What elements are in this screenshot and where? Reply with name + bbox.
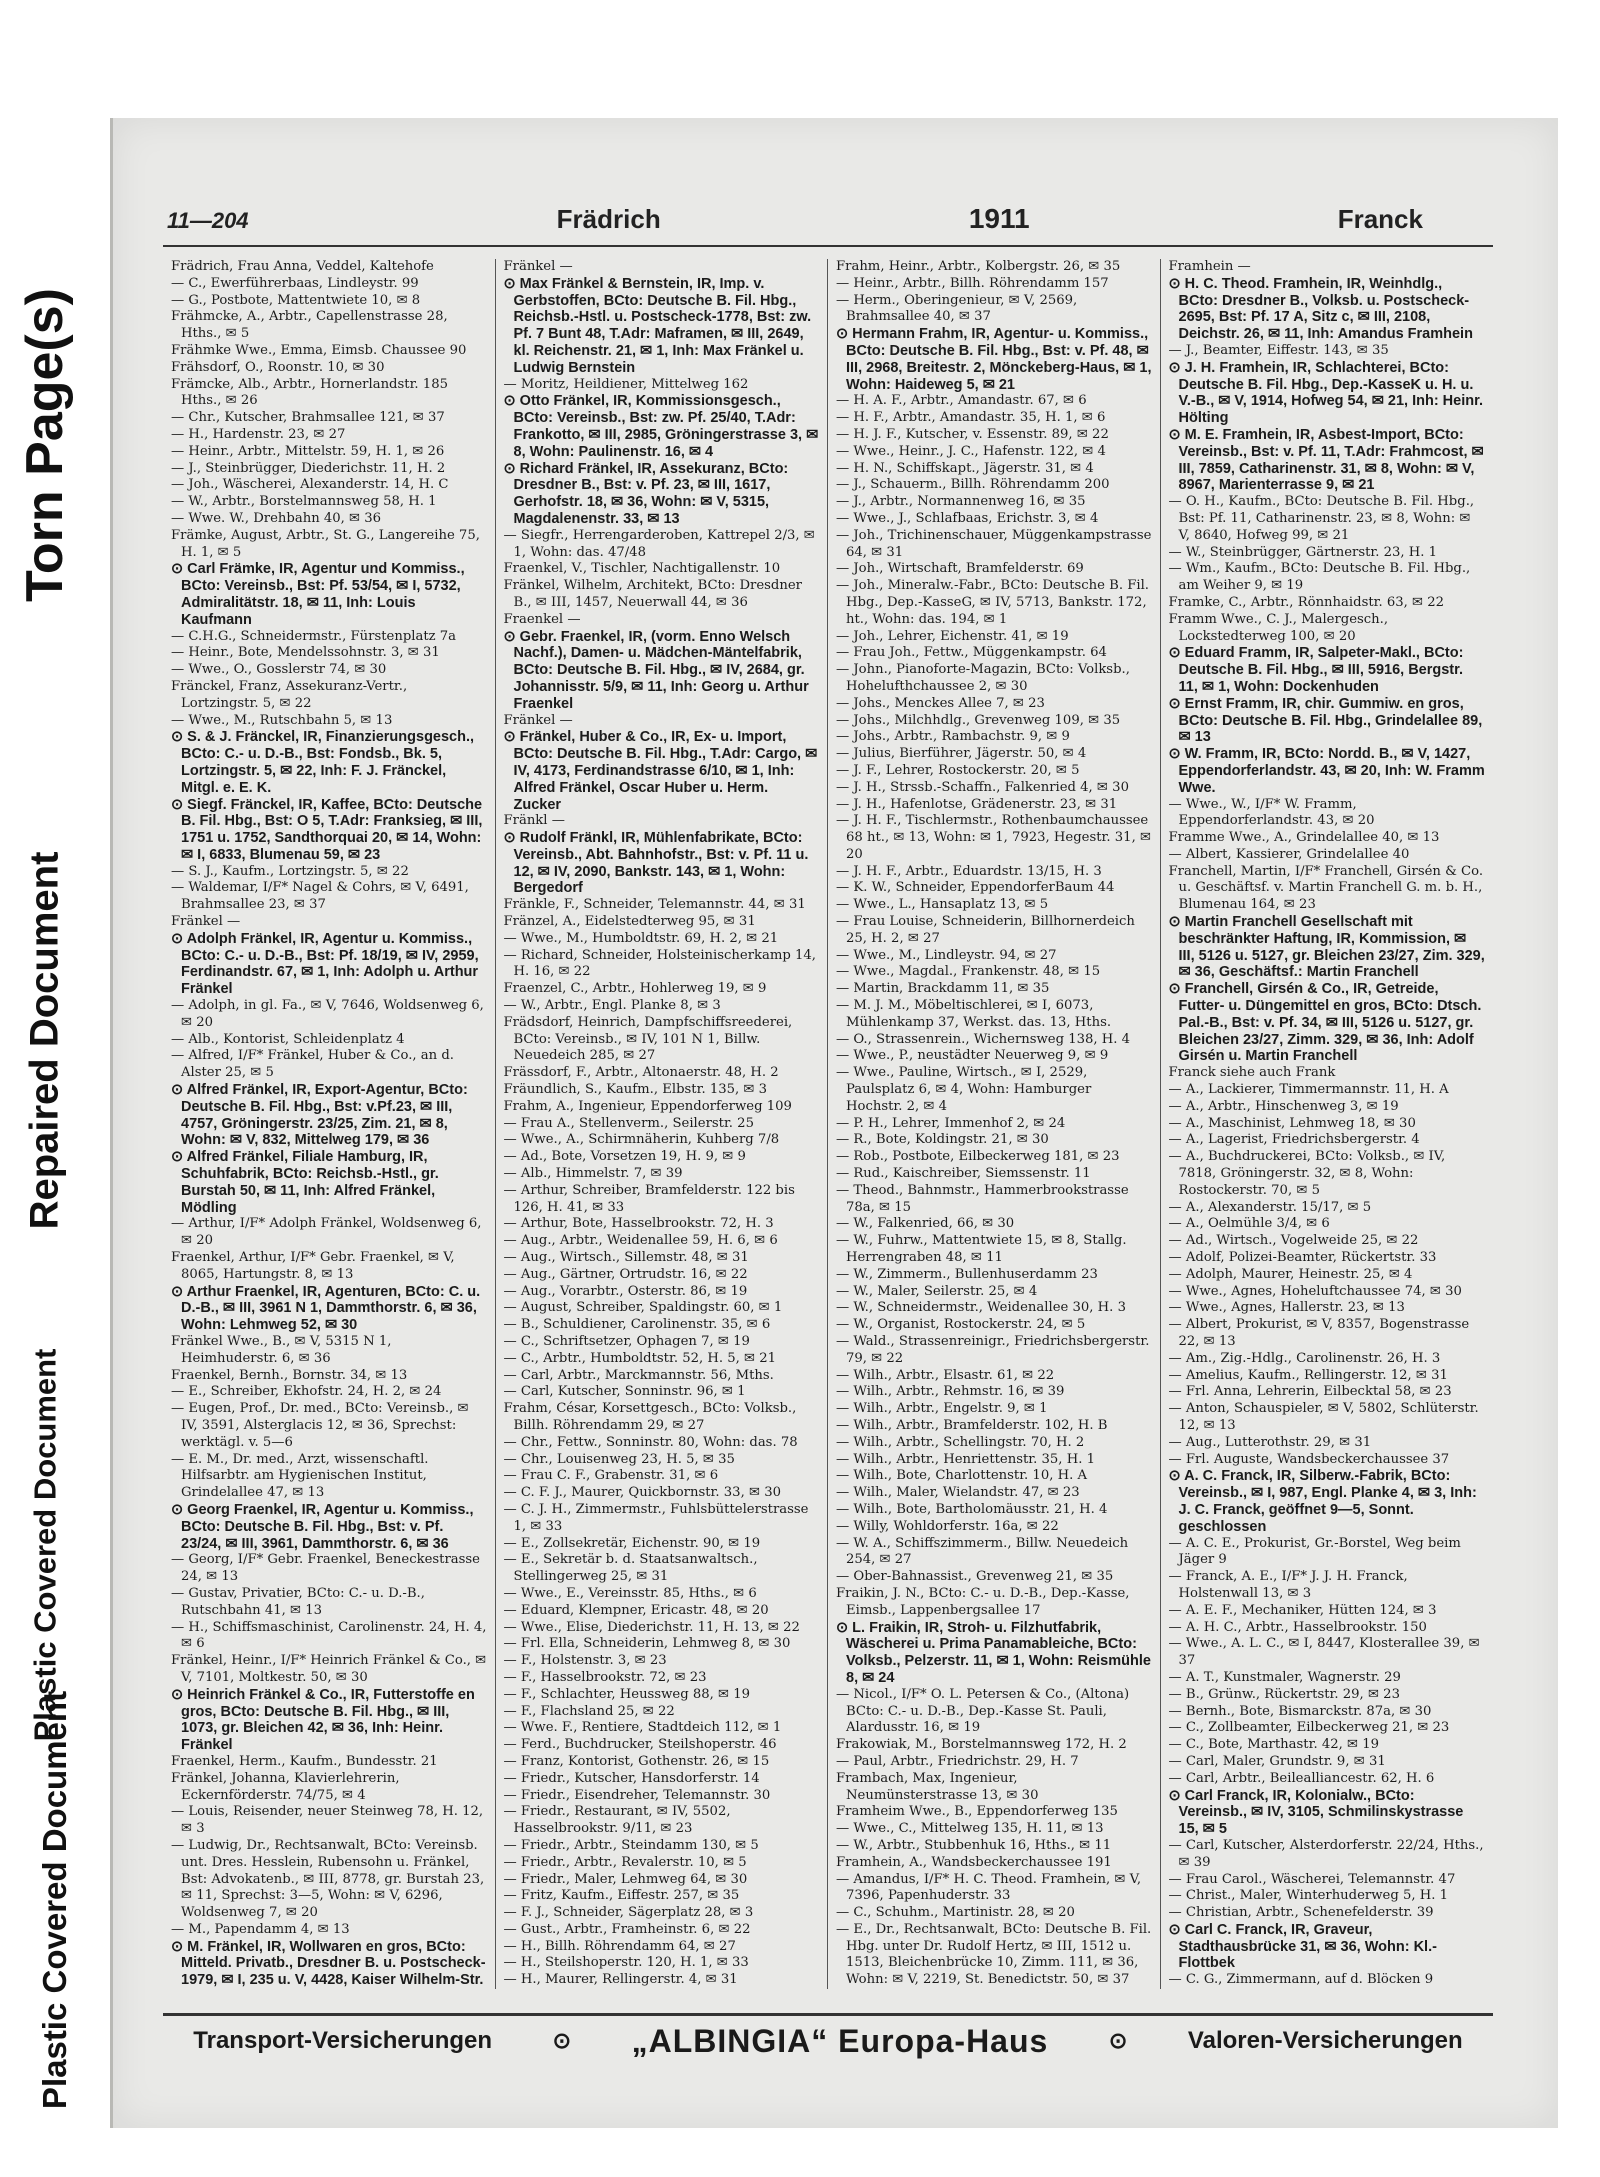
directory-entry: — Gustav, Privatier, BCto: C.- u. D.-B., Rutschbahn 41, ✉ 13 — [171, 1585, 425, 1618]
directory-entry: — Wwe., J., Schlafbaas, Erichstr. 3, ✉ 4 — [836, 510, 1099, 526]
directory-entry: — E., Dr., Rechtsanwalt, BCto: Deutsche B. Fil. Hbg. unter Dr. Rudolf Hertz, ✉ III, 1512 u. 1513, Bleichenbrücke 10, Zimm. 111, ✉ 36, Wohn: ✉ V, 2219, St. Benedictstr. 50, ✉ 37 — [836, 1921, 1152, 1988]
page-header — [163, 203, 1493, 247]
directory-entry: Främke, August, Arbtr., St. G., Langereihe 75, H. 1, ✉ 5 — [171, 527, 480, 560]
directory-entry: ⊙ W. Framm, IR, BCto: Nordd. B., ✉ V, 1427, Eppendorferlandstr. 43, ✉ 20, Inh: W. Framm Wwe. — [1168, 746, 1485, 796]
directory-entry: — J. H. F., Tischlermstr., Rothenbaumchaussee 68 ht., ✉ 13, Wohn: ✉ 1, 7923, Hegestr. 31, ✉ 20 — [836, 813, 1151, 862]
directory-entry: — Wwe., E., Vereinsstr. 85, Hths., ✉ 6 — [503, 1585, 757, 1601]
directory-entry: Frakowiak, M., Borstelmannsweg 172, H. 2 — [836, 1737, 1127, 1753]
directory-entry: — Siegfr., Herrengarderoben, Kattrepel 2/3, ✉ 1, Wohn: das. 47/48 — [503, 527, 815, 560]
directory-entry: — W., Falkenried, 66, ✉ 30 — [836, 1216, 1015, 1232]
directory-entry: — C. F. J., Maurer, Quickbornstr. 33, ✉ 30 — [503, 1485, 781, 1501]
directory-entry: Frahm, A., Ingenieur, Eppendorferweg 109 — [503, 1098, 792, 1114]
directory-entry: ⊙ S. & J. Fränckel, IR, Finanzierungsgesch., BCto: C.- u. D.-B., Bst: Fondsb., Bk. 5, Lortzingstr. 5, ✉ 22, Inh: F. J. Fränckel, Mitgl. e. E. K. — [171, 729, 475, 796]
directory-entry: — Chr., Kutscher, Brahmsallee 121, ✉ 37 — [171, 410, 445, 426]
directory-entry: — C. J. H., Zimmermstr., Fuhlsbüttelerstrasse 1, ✉ 33 — [503, 1501, 809, 1534]
directory-entry: — Georg, I/F* Gebr. Fraenkel, Beneckestrasse 24, ✉ 13 — [171, 1552, 480, 1585]
directory-entry: Frähmke Wwe., Emma, Eimsb. Chaussee 90 — [171, 342, 467, 358]
directory-entry: — Bernh., Bote, Bismarckstr. 87a, ✉ 30 — [1168, 1703, 1432, 1719]
directory-entry: — Franck, A. E., I/F* J. J. H. Franck, Holstenwall 13, ✉ 3 — [1168, 1569, 1408, 1601]
directory-entry: — Johs., Milchhdlg., Grevenweg 109, ✉ 35 — [836, 712, 1121, 728]
directory-entry: — Friedr., Restaurant, ✉ IV, 5502, Hasselbrookstr. 9/11, ✉ 23 — [503, 1804, 731, 1837]
side-label-torn — [0, 210, 90, 680]
side-label-plastic-2-text: Plastic Covered Document — [36, 1690, 73, 2110]
directory-entry: — Theod., Bahnmstr., Hammerbrookstrasse 78a, ✉ 15 — [836, 1182, 1129, 1215]
directory-entry: Framm Wwe., C. J., Malergesch., Lockstedterweg 100, ✉ 20 — [1168, 611, 1389, 644]
directory-entry: — O., Strassenrein., Wichernsweg 138, H. 4 — [836, 1031, 1131, 1047]
directory-entry: ⊙ Ernst Framm, IR, chir. Gummiw. en gros, BCto: Deutsche B. Fil. Hbg., Grindelallee 89, ✉ 13 — [1168, 695, 1483, 746]
directory-entry: Frahm, César, Korsettgesch., BCto: Volksb., Billh. Röhrendamm 29, ✉ 27 — [503, 1401, 797, 1433]
directory-entry: — Wilh., Arbtr., Henriettenstr. 35, H. 1 — [836, 1451, 1095, 1467]
directory-entry: — M. J. M., Möbeltischlerei, ✉ I, 6073, Mühlenkamp 37, Werkst. das. 13, Hths. — [836, 998, 1112, 1030]
directory-entry: — H., Billh. Röhrendamm 64, ✉ 27 — [503, 1938, 736, 1954]
directory-entry: — W., Steinbrügger, Gärtnerstr. 23, H. 1 — [1168, 544, 1438, 560]
directory-entry: ⊙ Heinrich Fränkel & Co., IR, Futterstoffe en gros, BCto: Deutsche B. Fil. Hbg., ✉ III, 1073, gr. Bleichen 42, ✉ 36, Inh: Heinr. Fränkel — [171, 1686, 475, 1754]
directory-entry: — Heinr., Arbtr., Billh. Röhrendamm 157 — [836, 275, 1109, 291]
directory-entry: ⊙ Arthur Fraenkel, IR, Agenturen, BCto: C. u. D.-B., ✉ III, 3961 N 1, Dammthorstr. 6, ✉ 36, Wohn: Lehmweg 52, ✉ 30 — [171, 1283, 481, 1334]
directory-entry: — Arthur, Schreiber, Bramfelderstr. 122 bis 126, H. 41, ✉ 33 — [503, 1182, 795, 1215]
directory-entry: Fränckel, Franz, Assekuranz-Vertr., Lortzingstr. 5, ✉ 22 — [171, 678, 408, 711]
directory-entry: — F., Hasselbrookstr. 72, ✉ 23 — [503, 1669, 707, 1685]
directory-entry: — Frl. Auguste, Wandsbeckerchaussee 37 — [1168, 1451, 1450, 1467]
directory-entry: — Wwe., O., Gosslerstr 74, ✉ 30 — [171, 662, 387, 678]
directory-entry: — E., Schreiber, Ekhofstr. 24, H. 2, ✉ 24 — [171, 1384, 442, 1400]
directory-entry: ⊙ M. E. Framhein, IR, Asbest-Import, BCto: Vereinsb., Bst: v. Pf. 11, T.Adr: Frahmcost, ✉ III, 7859, Catharinenstr. 31, ✉ 8, Wohn: ✉ V, 8967, Marienterrasse 9, ✉ 21 — [1168, 426, 1484, 494]
directory-column-1 — [163, 259, 496, 1989]
directory-entry: ⊙ Franchell, Girsén & Co., IR, Getreide, Futter- u. Düngemittel en gros, BCto: Dtsch. Pal.-B., Bst: v. Pf. 34, ✉ III, 5126 u. 5127, gr. Bleichen 23/27, Zimm. 329, ✉ 36, Inh: Adolf Girsén u. Martin Franchell — [1168, 981, 1482, 1065]
directory-entry: — P. H., Lehrer, Immenhof 2, ✉ 24 — [836, 1115, 1066, 1131]
directory-entry: — Wwe., Heinr., J. C., Hafenstr. 122, ✉ 4 — [836, 443, 1106, 459]
directory-entry: — W., Schneidermstr., Weidenallee 30, H. 3 — [836, 1300, 1126, 1316]
directory-entry: — Christ., Maler, Winterhuderweg 5, H. 1 — [1168, 1888, 1449, 1904]
directory-entry: — Ferd., Buchdrucker, Steilshoperstr. 46 — [503, 1737, 777, 1753]
directory-entry: — H. A. F., Arbtr., Amandastr. 67, ✉ 6 — [836, 393, 1087, 409]
directory-entry: ⊙ M. Fränkel, IR, Wollwaren en gros, BCto: Mitteld. Privatb., Dresdner B. u. Postscheck-1979, ✉ I, 235 u. V, 4428, Kaiser Wilhelm-Str. — [171, 1938, 486, 1989]
directory-entry: — C., Ewerführerbaas, Lindleystr. 99 — [171, 275, 419, 291]
directory-entry: — Friedr., Arbtr., Steindamm 130, ✉ 5 — [503, 1837, 759, 1853]
directory-entry: — H., Steilshoperstr. 120, H. 1, ✉ 33 — [503, 1955, 749, 1971]
directory-entry: — W., Arbtr., Engl. Planke 8, ✉ 3 — [503, 998, 721, 1014]
directory-entry: — Amelius, Kaufm., Rellingerstr. 12, ✉ 31 — [1168, 1367, 1448, 1383]
directory-entry: — Chr., Fettw., Sonninstr. 80, Wohn: das. 78 — [503, 1434, 798, 1450]
directory-entry: — Franz, Kontorist, Gothenstr. 26, ✉ 15 — [503, 1753, 770, 1769]
directory-entry: — C., Schriftsetzer, Ophagen 7, ✉ 19 — [503, 1334, 750, 1349]
directory-entry: Fränkle, F., Schneider, Telemannstr. 44, ✉ 31 — [503, 897, 806, 913]
directory-entry: ⊙ Georg Fraenkel, IR, Agentur u. Kommiss., BCto: Deutsche B. Fil. Hbg., Bst: v. Pf. 23/24, ✉ III, 3961, Dammthorstr. 6, ✉ 36 — [171, 1501, 474, 1552]
footer-separator-right: ⊙ — [1108, 2028, 1128, 2053]
directory-entry: — C., Bote, Marthastr. 42, ✉ 19 — [1168, 1737, 1380, 1753]
directory-entry: — Martin, Brackdamm 11, ✉ 35 — [836, 981, 1050, 997]
directory-entry: — Julius, Bierführer, Jägerstr. 50, ✉ 4 — [836, 746, 1087, 762]
directory-entry: — Johs., Menckes Allee 7, ✉ 23 — [836, 695, 1045, 711]
directory-entry: Fräundlich, S., Kaufm., Elbstr. 135, ✉ 3 — [503, 1082, 768, 1098]
directory-entry: — Frau A., Stellenverm., Seilerstr. 25 — [503, 1115, 754, 1131]
directory-entry: — Moritz, Heildiener, Mittelweg 162 — [503, 376, 749, 392]
directory-entry: — Alb., Kontorist, Schleidenplatz 4 — [171, 1031, 405, 1047]
directory-entry: — Ludwig, Dr., Rechtsanwalt, BCto: Vereinsb. unt. Dres. Hesslein, Rubensohn u. Fränkel, Bst: Advokatenb., ✉ III, 8778, gr. Burstah 23, ✉ 11, Sprechst: 3—5, Wohn: ✉ V, 6296, Woldsenweg 7, ✉ 20 — [171, 1837, 485, 1921]
directory-entry: — Wwe., P., neustädter Neuerweg 9, ✉ 9 — [836, 1048, 1109, 1064]
directory-entry: ⊙ Rudolf Fränkl, IR, Mühlenfabrikate, BCto: Vereinsb., Abt. Bahnhofstr., Bst: v. Pf. 11 u. 12, ✉ IV, 2090, Bankstr. 143, ✉ 1, Wohn: Bergedorf — [503, 830, 809, 897]
directory-entry: — Adolph, in gl. Fa., ✉ V, 7646, Woldsenweg 6, ✉ 20 — [171, 998, 484, 1030]
directory-entry: — Heinr., Bote, Mendelssohnstr. 3, ✉ 31 — [171, 645, 440, 661]
directory-entry: — Wwe., M., Rutschbahn 5, ✉ 13 — [171, 712, 393, 728]
directory-entry: — Carl, Arbtr., Beilealliancestr. 62, H. 6 — [1168, 1770, 1435, 1786]
scanned-page — [110, 118, 1558, 2128]
directory-entry: ⊙ Otto Fränkel, IR, Kommissionsgesch., BCto: Vereinsb., Bst: zw. Pf. 25/40, T.Adr: Frankotto, ✉ III, 2985, Gröningerstrasse 3, ✉ 8, Wohn: Paulinenstr. 16, ✉ 4 — [503, 393, 819, 460]
directory-entry: ⊙ L. Fraikin, IR, Stroh- u. Filzhutfabrik, Wäscherei u. Prima Panamableiche, BCto: Volksb., Pelzerstr. 11, ✉ 1, Wohn: Reismühle 8, ✉ 24 — [836, 1619, 1151, 1686]
directory-entry: ⊙ Carl C. Franck, IR, Graveur, Stadthausbrücke 31, ✉ 36, Wohn: Kl.-Flottbek — [1168, 1921, 1437, 1972]
directory-entry: — Arthur, Bote, Hasselbrookstr. 72, H. 3 — [503, 1216, 774, 1232]
directory-entry: — Aug., Arbtr., Weidenallee 59, H. 6, ✉ 6 — [503, 1233, 778, 1249]
directory-entry: — Chr., Louisenweg 23, H. 5, ✉ 35 — [503, 1451, 735, 1467]
directory-entry: Frahm, Heinr., Arbtr., Kolbergstr. 26, ✉ 35 — [836, 259, 1121, 274]
directory-entry: — Rob., Postbote, Eilbeckerweg 181, ✉ 23 — [836, 1149, 1120, 1165]
directory-entry: — H. N., Schiffskapt., Jägerstr. 31, ✉ 4 — [836, 460, 1094, 476]
directory-entry: — A., Alexanderstr. 15/17, ✉ 5 — [1168, 1199, 1372, 1215]
directory-entry: — A., Lagerist, Friedrichsbergerstr. 4 — [1168, 1132, 1420, 1148]
directory-entry: ⊙ Alfred Fränkel, Filiale Hamburg, IR, Schuhfabrik, BCto: Reichsb.-Hstl., gr. Burstah 50, ✉ 11, Inh: Alfred Fränkel, Mödling — [171, 1149, 439, 1216]
directory-entry: — W., Zimmerm., Bullenhuserdamm 23 — [836, 1266, 1098, 1282]
directory-entry: Franck siehe auch Frank — [1168, 1065, 1336, 1081]
directory-entry: — Heinr., Arbtr., Mittelstr. 59, H. 1, ✉ 26 — [171, 443, 445, 459]
directory-entry: — Wwe., M., Humboldtstr. 69, H. 2, ✉ 21 — [503, 930, 779, 946]
directory-entry: Framheim Wwe., B., Eppendorferweg 135 — [836, 1804, 1118, 1820]
directory-entry: Fraenzel, C., Arbtr., Hohlerweg 19, ✉ 9 — [503, 981, 767, 997]
header-first-entry: Frädrich — [556, 204, 661, 234]
directory-entry: — C. G., Zimmermann, auf d. Blöcken 9 — [1168, 1972, 1434, 1988]
directory-entry: ⊙ Alfred Fränkel, IR, Export-Agentur, BCto: Deutsche B. Fil. Hbg., Bst: v.Pf.23, ✉ III, 4757, Gröningerstr. 23/25, Zim. 21, ✉ 8, Wohn: ✉ V, 832, Mittelweg 179, ✉ 36 — [171, 1082, 468, 1149]
directory-entry: Frähmcke, A., Arbtr., Capellenstrasse 28, Hths., ✉ 5 — [171, 309, 448, 342]
directory-entry: Framhein — — [1168, 259, 1251, 274]
directory-entry: Fraenkel, Bernh., Bornstr. 34, ✉ 13 — [171, 1367, 408, 1383]
directory-entry: — John., Pianoforte-Magazin, BCto: Volksb., Hohelufthchaussee 2, ✉ 30 — [836, 662, 1130, 694]
directory-entry: Frädsdorf, Heinrich, Dampfschiffsreederei, BCto: Vereinsb., ✉ IV, 101 N 1, Billw. Neuedeich 285, ✉ 27 — [503, 1014, 793, 1064]
directory-entry: ⊙ Adolph Fränkel, IR, Agentur u. Kommiss., BCto: C.- u. D.-B., Bst: Pf. 18/19, ✉ IV, 2959, Ferdinandstr. 67, ✉ 1, Inh: Adolph u. Arthur Fränkel — [171, 930, 479, 998]
directory-entry: — F., Holstenstr. 3, ✉ 23 — [503, 1653, 667, 1669]
directory-entry: — Aug., Lutterothstr. 29, ✉ 31 — [1168, 1434, 1372, 1450]
directory-entry: — J. H. F., Arbtr., Eduardstr. 13/15, H. 3 — [836, 863, 1102, 879]
directory-entry: — W., Maler, Seilerstr. 25, ✉ 4 — [836, 1283, 1038, 1299]
directory-entry: — Wwe., L., Hansaplatz 13, ✉ 5 — [836, 897, 1049, 913]
directory-entry: — M., Papendamm 4, ✉ 13 — [171, 1921, 350, 1937]
directory-entry: — Eugen, Prof., Dr. med., BCto: Vereinsb., ✉ IV, 3591, Alsterglacis 12, ✉ 36, Sprechst: werktägl. v. 5—6 — [171, 1401, 469, 1450]
directory-entry: — W., Fuhrw., Mattentwiete 15, ✉ 8, Stallg. Herrengraben 48, ✉ 11 — [836, 1233, 1127, 1266]
directory-entry: Fränkel Wwe., B., ✉ V, 5315 N 1, Heimhuderstr. 6, ✉ 36 — [171, 1334, 392, 1366]
directory-entry: — Joh., Wirtschaft, Bramfelderstr. 69 — [836, 561, 1084, 577]
directory-entry: — Arthur, I/F* Adolph Fränkel, Woldsenweg 6, ✉ 20 — [171, 1216, 482, 1249]
directory-entry: — Ad., Bote, Vorsetzen 19, H. 9, ✉ 9 — [503, 1149, 746, 1165]
directory-entry: ⊙ Richard Fränkel, IR, Assekuranz, BCto: Dresdner B., Bst: v. Pf. 23, ✉ III, 1617, Gerhofstr. 18, ✉ 36, Wohn: ✉ V, 5315, Magdalenenstr. 33, ✉ 13 — [503, 460, 789, 527]
directory-entry: — Frau Louise, Schneiderin, Billhornerdeich 25, H. 2, ✉ 27 — [836, 914, 1135, 946]
directory-entry: ⊙ J. H. Framhein, IR, Schlachterei, BCto: Deutsche B. Fil. Hbg., Dep.-KasseK u. H. u. V.-B., ✉ V, 1914, Hofweg 54, ✉ 21, Inh: Heinr. Hölting — [1168, 359, 1483, 427]
directory-entry: ⊙ Carl Främke, IR, Agentur und Kommiss., BCto: Vereinsb., Bst: Pf. 53/54, ✉ I, 5732, Admiralitätstr. 18, ✉ 11, Inh: Louis Kaufmann — [171, 561, 465, 628]
directory-entry: — C.H.G., Schneidermstr., Fürstenplatz 7a — [171, 628, 457, 644]
directory-entry: — Wald., Strassenreinigr., Friedrichsbergerstr. 79, ✉ 22 — [836, 1334, 1150, 1366]
directory-entry: — H., Hardenstr. 23, ✉ 27 — [171, 426, 346, 442]
header-year: 1911 — [968, 203, 1030, 234]
directory-entry: — Carl, Arbtr., Marckmannstr. 56, Mths. — [503, 1367, 774, 1383]
directory-entry: — Wwe. W., Drehbahn 40, ✉ 36 — [171, 510, 382, 526]
directory-entry: Främcke, Alb., Arbtr., Hornerlandstr. 185 Hths., ✉ 26 — [171, 376, 448, 409]
directory-entry: — Adolph, Maurer, Heinestr. 25, ✉ 4 — [1168, 1266, 1413, 1282]
directory-entry: — A. T., Kunstmaler, Wagnerstr. 29 — [1168, 1669, 1401, 1685]
directory-entry: — Waldemar, I/F* Nagel & Cohrs, ✉ V, 6491, Brahmsallee 23, ✉ 37 — [171, 880, 469, 913]
directory-entry: Fränkel, Johanna, Klavierlehrerin, Eckernförderstr. 74/75, ✉ 4 — [171, 1770, 400, 1803]
directory-entry: Fraenkel, Herm., Kaufm., Bundesstr. 21 — [171, 1753, 438, 1769]
directory-entry: — H. J. F., Kutscher, v. Essenstr. 89, ✉ 22 — [836, 426, 1109, 442]
directory-entry: — J. H., Hafenlotse, Grädenerstr. 23, ✉ 31 — [836, 796, 1118, 812]
directory-entry: — Friedr., Eisendreher, Telemannstr. 30 — [503, 1787, 771, 1803]
directory-entry: — E., Sekretär b. d. Staatsanwaltsch., Stellingerweg 25, ✉ 31 — [503, 1552, 758, 1585]
directory-entry: — Carl, Maler, Grundstr. 9, ✉ 31 — [1168, 1753, 1386, 1769]
directory-entry: ⊙ Eduard Framm, IR, Salpeter-Makl., BCto: Deutsche B. Fil. Hbg., ✉ III, 5916, Bergstr. 11, ✉ 1, Wohn: Dockenhuden — [1168, 645, 1464, 695]
directory-entry: — Frau C. F., Grabenstr. 31, ✉ 6 — [503, 1468, 719, 1484]
directory-column-3 — [828, 259, 1161, 1989]
directory-entry: — W., Organist, Rostockerstr. 24, ✉ 5 — [836, 1317, 1086, 1333]
directory-entry: — Carl, Kutscher, Alsterdorferstr. 22/24, Hths., ✉ 39 — [1168, 1837, 1484, 1870]
directory-entry: — Herm., Oberingenieur, ✉ V, 2569, Brahmsallee 40, ✉ 37 — [836, 292, 1078, 325]
directory-entry: Franchell, Martin, I/F* Franchell, Girsén & Co. u. Geschäftsf. v. Martin Franchell G. m. b. H., Blumenau 164, ✉ 23 — [1168, 863, 1484, 913]
directory-entry: — Wwe., A. L. C., ✉ I, 8447, Klosterallee 39, ✉ 37 — [1168, 1636, 1480, 1669]
directory-entry: — F. J., Schneider, Sägerplatz 28, ✉ 3 — [503, 1905, 754, 1921]
footer-center-text: „ALBINGIA“ Europa-Haus — [631, 2022, 1049, 2059]
directory-entry: — Anton, Schauspieler, ✉ V, 5802, Schlüterstr. 12, ✉ 13 — [1168, 1401, 1479, 1433]
directory-entry: — A. H. C., Arbtr., Hasselbrookstr. 150 — [1168, 1619, 1427, 1635]
directory-entry: — J., Schauerm., Billh. Röhrendamm 200 — [836, 477, 1110, 493]
directory-entry: — Louis, Reisender, neuer Steinweg 78, H. 12, ✉ 3 — [171, 1804, 484, 1837]
directory-entry: — J., Steinbrügger, Diederichstr. 11, H. 2 — [171, 460, 446, 476]
directory-entry: Fraikin, J. N., BCto: C.- u. D.-B., Dep.-Kasse, Eimsb., Lappenbergsallee 17 — [836, 1585, 1130, 1618]
directory-entry: — F., Schlachter, Heussweg 88, ✉ 19 — [503, 1686, 751, 1702]
directory-entry: — Joh., Lehrer, Eichenstr. 41, ✉ 19 — [836, 628, 1069, 644]
directory-entry: — Frl. Ella, Schneiderin, Lehmweg 8, ✉ 30 — [503, 1636, 791, 1652]
directory-column-4 — [1161, 259, 1494, 1989]
directory-entry: — Wwe., Pauline, Wirtsch., ✉ I, 2529, Paulsplatz 6, ✉ 4, Wohn: Hamburger Hochstr. 2, ✉ 4 — [836, 1065, 1092, 1114]
directory-entry: — Wilh., Arbtr., Elsastr. 61, ✉ 22 — [836, 1367, 1055, 1383]
directory-entry: Fraenkel — — [503, 611, 581, 627]
directory-entry: — Wilh., Maler, Wielandstr. 47, ✉ 23 — [836, 1485, 1080, 1501]
directory-entry: — Johs., Arbtr., Rambachstr. 9, ✉ 9 — [836, 729, 1070, 745]
directory-entry: — Alfred, I/F* Fränkel, Huber & Co., an d. Alster 25, ✉ 5 — [171, 1048, 454, 1081]
header-last-entry: Franck — [1337, 204, 1423, 234]
directory-entry: ⊙ Martin Franchell Gesellschaft mit beschränkter Haftung, IR, Kommission, ✉ III, 5126 u. 5127, gr. Bleichen 23/27, Zim. 329, ✉ 36, Geschäftsf.: Martin Franchell — [1168, 914, 1485, 981]
directory-entry: ⊙ Siegf. Fränckel, IR, Kaffee, BCto: Deutsche B. Fil. Hbg., Bst: O 5, T.Adr: Franksieg, ✉ III, 1751 u. 1752, Sandthorquai 20, ✉ 14, Wohn: ✉ I, 6833, Blumenau 59, ✉ 23 — [171, 796, 483, 863]
directory-entry: ⊙ Fränkel, Huber & Co., IR, Ex- u. Import, BCto: Deutsche B. Fil. Hbg., T.Adr: Cargo, ✉ IV, 4173, Ferdinandstrasse 6/10, ✉ 1, Inh: Alfred Fränkel, Oscar Huber u. Herm. Zucker — [503, 729, 818, 813]
footer-left-text: Transport-Versicherungen — [193, 2027, 493, 2054]
directory-entry: — Ober-Bahnassist., Grevenweg 21, ✉ 35 — [836, 1569, 1114, 1585]
directory-entry: — Wwe., A., Schirmnäherin, Kuhberg 7/8 — [503, 1132, 780, 1148]
directory-entry: — Carl, Kutscher, Sonninstr. 96, ✉ 1 — [503, 1384, 746, 1400]
directory-entry: — C., Arbtr., Humboldtstr. 52, H. 5, ✉ 21 — [503, 1350, 777, 1366]
directory-entry: — J. F., Lehrer, Rostockerstr. 20, ✉ 5 — [836, 762, 1080, 778]
footer-right-text: Valoren-Versicherungen — [1187, 2027, 1463, 2054]
directory-entry: — Fritz, Kaufm., Eiffestr. 257, ✉ 35 — [503, 1888, 740, 1904]
directory-entry: — G., Postbote, Mattentwiete 10, ✉ 8 — [171, 292, 421, 308]
side-label-repaired — [0, 760, 90, 1320]
directory-entry: — Wwe., Magdal., Frankenstr. 48, ✉ 15 — [836, 964, 1101, 980]
side-label-repaired-text: Repaired Document — [22, 851, 67, 1229]
directory-entry: — W. A., Schiffszimmerm., Billw. Neuedeich 254, ✉ 27 — [836, 1535, 1129, 1568]
directory-entry: — Wilh., Arbtr., Bramfelderstr. 102, H. B — [836, 1417, 1108, 1433]
directory-entry: — Friedr., Arbtr., Revalerstr. 10, ✉ 5 — [503, 1854, 747, 1870]
directory-entry: — Frau Joh., Fettw., Müggenkampstr. 64 — [836, 645, 1107, 661]
directory-entry: — E., Zollsekretär, Eichenstr. 90, ✉ 19 — [503, 1535, 761, 1551]
directory-entry: — A. E. F., Mechaniker, Hütten 124, ✉ 3 — [1168, 1602, 1437, 1618]
side-label-plastic-2 — [10, 1640, 100, 2160]
directory-entry: — Wwe. F., Rentiere, Stadtdeich 112, ✉ 1 — [503, 1720, 782, 1736]
directory-entry: — W., Arbtr., Stubbenhuk 16, Hths., ✉ 11 — [836, 1837, 1112, 1853]
directory-entry: — Rud., Kaischreiber, Siemssenstr. 11 — [836, 1166, 1091, 1182]
directory-entry: — Wwe., Agnes, Hoheluftchaussee 74, ✉ 30 — [1168, 1283, 1462, 1299]
directory-entry: — R., Bote, Koldingstr. 21, ✉ 30 — [836, 1132, 1049, 1148]
directory-entry: — A., Buchdruckerei, BCto: Volksb., ✉ IV, 7818, Gröningerstr. 32, ✉ 8, Wohn: Rostockerstr. 70, ✉ 5 — [1168, 1149, 1446, 1198]
directory-entry: — A. C. E., Prokurist, Gr.-Borstel, Weg beim Jäger 9 — [1168, 1535, 1461, 1568]
directory-entry: — Joh., Mineralw.-Fabr., BCto: Deutsche B. Fil. Hbg., Dep.-KasseG, ✉ IV, 5713, Bankstr. 172, ht., Wohn: das. 194, ✉ 1 — [836, 578, 1150, 627]
page-number: 11—204 — [167, 208, 249, 233]
page-content — [163, 203, 1493, 2103]
directory-entry: Fraenkel, V., Tischler, Nachtigallenstr. 10 — [503, 561, 781, 577]
directory-entry: — Wilh., Arbtr., Engelstr. 9, ✉ 1 — [836, 1401, 1048, 1417]
directory-entry: — Wwe., M., Lindleystr. 94, ✉ 27 — [836, 947, 1057, 963]
directory-entry: — Wilh., Arbtr., Rehmstr. 16, ✉ 39 — [836, 1384, 1065, 1400]
directory-entry: — W., Arbtr., Borstelmannsweg 58, H. 1 — [171, 494, 437, 510]
directory-entry: — Willy, Wohldorferstr. 16a, ✉ 22 — [836, 1518, 1059, 1534]
directory-entry: — Amandus, I/F* H. C. Theod. Framhein, ✉ V, 7396, Papenhuderstr. 33 — [836, 1871, 1142, 1904]
directory-entry: — Friedr., Maler, Lehmweg 64, ✉ 30 — [503, 1871, 748, 1887]
directory-entry: — E. M., Dr. med., Arzt, wissenschaftl. Hilfsarbtr. am Hygienischen Institut, Grindelallee 47, ✉ 13 — [171, 1451, 429, 1501]
directory-entry: — J., Arbtr., Normannenweg 16, ✉ 35 — [836, 494, 1086, 510]
directory-entry: — Ad., Wirtsch., Vogelweide 25, ✉ 22 — [1168, 1233, 1419, 1249]
directory-entry: — Friedr., Kutscher, Hansdorferstr. 14 — [503, 1770, 760, 1786]
directory-entry: — Wwe., W., I/F* W. Framm, Eppendorferlandstr. 43, ✉ 20 — [1168, 796, 1375, 829]
directory-column-2 — [496, 259, 829, 1989]
directory-entry: ⊙ Gebr. Fraenkel, IR, (vorm. Enno Welsch Nachf.), Damen- u. Mädchen-Mäntelfabrik, BCto: Deutsche B. Fil. Hbg., ✉ IV, 2684, gr. Johannisstr. 5/9, ✉ 11, Inh: Georg u. Arthur Fraenkel — [503, 628, 809, 712]
directory-entry: — K. W., Schneider, EppendorferBaum 44 — [836, 880, 1115, 896]
directory-entry: — J. H., Strssb.-Schaffn., Falkenried 4, ✉ 30 — [836, 779, 1129, 795]
directory-entry: Frässdorf, F., Arbtr., Altonaerstr. 48, H. 2 — [503, 1065, 779, 1081]
directory-entry: — B., Schuldiener, Carolinenstr. 35, ✉ 6 — [503, 1317, 771, 1333]
directory-entry: ⊙ H. C. Theod. Framhein, IR, Weinhdlg., BCto: Dresdner B., Volksb. u. Postscheck-2695, Bst: Pf. 17 A, Sitz c, ✉ III, 2108, Deichstr. 26, ✉ 11, Inh: Amandus Framhein — [1168, 275, 1473, 343]
directory-entry: — Wilh., Arbtr., Schellingstr. 70, H. 2 — [836, 1434, 1085, 1450]
directory-entry: — A., Arbtr., Hinschenweg 3, ✉ 19 — [1168, 1098, 1399, 1114]
directory-entry: — F., Flachsland 25, ✉ 22 — [503, 1703, 675, 1719]
directory-entry: — Albert, Prokurist, ✉ V, 8357, Bogenstrasse 22, ✉ 13 — [1168, 1317, 1470, 1349]
directory-entry: — C., Schuhm., Martinistr. 28, ✉ 20 — [836, 1905, 1075, 1921]
directory-entry: Framme Wwe., A., Grindelallee 40, ✉ 13 — [1168, 830, 1440, 846]
directory-entry: — C., Zollbeamter, Eilbeckerweg 21, ✉ 23 — [1168, 1720, 1450, 1736]
directory-entry: — B., Grünw., Rückertstr. 29, ✉ 23 — [1168, 1686, 1400, 1702]
directory-entry: — Wilh., Bote, Charlottenstr. 10, H. A — [836, 1468, 1088, 1484]
footer-separator-left: ⊙ — [552, 2028, 572, 2053]
directory-entry: — Paul, Arbtr., Friedrichstr. 29, H. 7 — [836, 1753, 1079, 1769]
directory-entry: — J., Beamter, Eiffestr. 143, ✉ 35 — [1168, 342, 1389, 358]
directory-entry: — Wwe., Elise, Diederichstr. 11, H. 13, ✉ 22 — [503, 1619, 800, 1635]
directory-entry: — Frl. Anna, Lehrerin, Eilbecktal 58, ✉ 23 — [1168, 1384, 1452, 1400]
directory-entry: Fränkel — — [171, 914, 241, 930]
directory-entry: — A., Maschinist, Lehmweg 18, ✉ 30 — [1168, 1115, 1416, 1131]
directory-entry: — Albert, Kassierer, Grindelallee 40 — [1168, 846, 1410, 862]
directory-entry: — H., Maurer, Rellingerstr. 4, ✉ 31 — [503, 1972, 738, 1988]
side-label-torn-text: Torn Page(s) — [16, 288, 74, 602]
directory-entry: — S. J., Kaufm., Lortzingstr. 5, ✉ 22 — [171, 863, 409, 879]
directory-entry: — H. F., Arbtr., Amandastr. 35, H. 1, ✉ 6 — [836, 410, 1106, 426]
directory-entry: — Wm., Kaufm., BCto: Deutsche B. Fil. Hbg., am Weiher 9, ✉ 19 — [1168, 561, 1471, 594]
directory-entry: — H., Schiffsmaschinist, Carolinenstr. 24, H. 4, ✉ 6 — [171, 1619, 487, 1652]
directory-entry: Fränkel — — [503, 259, 573, 274]
directory-entry: — Richard, Schneider, Holsteinischerkamp 14, H. 16, ✉ 22 — [503, 947, 816, 980]
directory-entry: — Joh., Trichinenschauer, Müggenkampstrasse 64, ✉ 31 — [836, 527, 1152, 560]
advertisement-footer — [163, 2013, 1493, 2066]
directory-entry: Framhein, A., Wandsbeckerchaussee 191 — [836, 1854, 1112, 1870]
directory-entry: — Adolf, Polizei-Beamter, Rückertstr. 33 — [1168, 1250, 1437, 1266]
directory-entry: — Am., Zig.-Hdlg., Carolinenstr. 26, H. 3 — [1168, 1350, 1441, 1366]
directory-entry: — Wilh., Bote, Bartholomäusstr. 21, H. 4 — [836, 1501, 1108, 1517]
directory-entry: Fränzel, A., Eidelstedterweg 95, ✉ 31 — [503, 914, 756, 930]
directory-entry: — O. H., Kaufm., BCto: Deutsche B. Fil. Hbg., Bst: Pf. 11, Catharinenstr. 23, ✉ 8, Wohn: ✉ V, 8640, Hofweg 99, ✉ 21 — [1168, 494, 1475, 543]
directory-entry: — Joh., Wäscherei, Alexanderstr. 14, H. C — [171, 477, 449, 493]
directory-columns — [163, 259, 1493, 1989]
directory-entry: Framke, C., Arbtr., Rönnhaidstr. 63, ✉ 22 — [1168, 594, 1445, 610]
directory-entry: — Wwe., C., Mittelweg 135, H. 11, ✉ 13 — [836, 1821, 1104, 1837]
directory-entry: Fraenkel, Arthur, I/F* Gebr. Fraenkel, ✉ V, 8065, Hartungstr. 8, ✉ 13 — [171, 1250, 455, 1282]
directory-entry: ⊙ Carl Franck, IR, Kolonialw., BCto: Vereinsb., ✉ IV, 3105, Schmilinskystrasse 15, ✉ 5 — [1168, 1787, 1464, 1838]
directory-entry: — Gust., Arbtr., Framheinstr. 6, ✉ 22 — [503, 1921, 751, 1937]
directory-entry: ⊙ A. C. Franck, IR, Silberw.-Fabrik, BCto: Vereinsb., ✉ I, 987, Engl. Planke 4, ✉ 3, Inh: J. C. Franck, geöffnet 9—5, Sonnt. geschlossen — [1168, 1468, 1477, 1535]
directory-entry: Frähsdorf, O., Roonstr. 10, ✉ 30 — [171, 359, 385, 375]
directory-entry: — Christian, Arbtr., Schenefelderstr. 39 — [1168, 1905, 1434, 1921]
directory-entry: — A., Oelmühle 3/4, ✉ 6 — [1168, 1216, 1330, 1232]
directory-entry: — Eduard, Klempner, Ericastr. 48, ✉ 20 — [503, 1602, 769, 1618]
directory-entry: — A., Lackierer, Timmermannstr. 11, H. A — [1168, 1082, 1449, 1098]
directory-entry: — Aug., Vorarbtr., Osterstr. 86, ✉ 19 — [503, 1283, 748, 1299]
directory-entry: Fränkel, Wilhelm, Architekt, BCto: Dresdner B., ✉ III, 1457, Neuerwall 44, ✉ 36 — [503, 578, 802, 610]
directory-entry: Fränkl — — [503, 813, 565, 829]
directory-entry: Frädrich, Frau Anna, Veddel, Kaltehofe — [171, 259, 434, 274]
directory-entry: ⊙ Hermann Frahm, IR, Agentur- u. Kommiss., BCto: Deutsche B. Fil. Hbg., Bst: v. Pf. 48, ✉ III, 2968, Breitestr. 2, Mönckeberg-Haus, ✉ 1, Wohn: Haideweg 5, ✉ 21 — [836, 326, 1152, 393]
directory-entry: — Nicol., I/F* O. L. Petersen & Co., (Altona) BCto: C.- u. D.-B., Dep.-Kasse St. Pauli, Alardusstr. 16, ✉ 19 — [836, 1686, 1130, 1736]
directory-entry: — August, Schreiber, Spaldingstr. 60, ✉ 1 — [503, 1300, 783, 1316]
directory-entry: — Frau Carol., Wäscherei, Telemannstr. 47 — [1168, 1871, 1456, 1887]
directory-entry: ⊙ Max Fränkel & Bernstein, IR, Imp. v. Gerbstoffen, BCto: Deutsche B. Fil. Hbg., Reichsb.-Hstl. u. Postscheck-1778, Bst: zw. Pf. 7 Bunt 48, T.Adr: Maframen, ✉ III, 2649, kl. Reichenstr. 21, ✉ 1, Inh: Max Fränkel u. Ludwig Bernstein — [503, 275, 812, 376]
directory-entry: Fränkel, Heinr., I/F* Heinrich Fränkel & Co., ✉ V, 7101, Moltkestr. 50, ✉ 30 — [171, 1653, 487, 1685]
directory-entry: — Aug., Gärtner, Ortrudstr. 16, ✉ 22 — [503, 1266, 748, 1282]
directory-entry: — Aug., Wirtsch., Sillemstr. 48, ✉ 31 — [503, 1250, 749, 1266]
side-label-plastic-text: Plastic Covered Document — [27, 1348, 63, 1742]
directory-entry: — Alb., Himmelstr. 7, ✉ 39 — [503, 1166, 683, 1182]
directory-entry: — Wwe., Agnes, Hallerstr. 23, ✉ 13 — [1168, 1300, 1405, 1316]
directory-entry: Fränkel — — [503, 712, 573, 728]
directory-entry: Frambach, Max, Ingenieur, Neumünsterstrasse 13, ✉ 30 — [836, 1770, 1039, 1803]
